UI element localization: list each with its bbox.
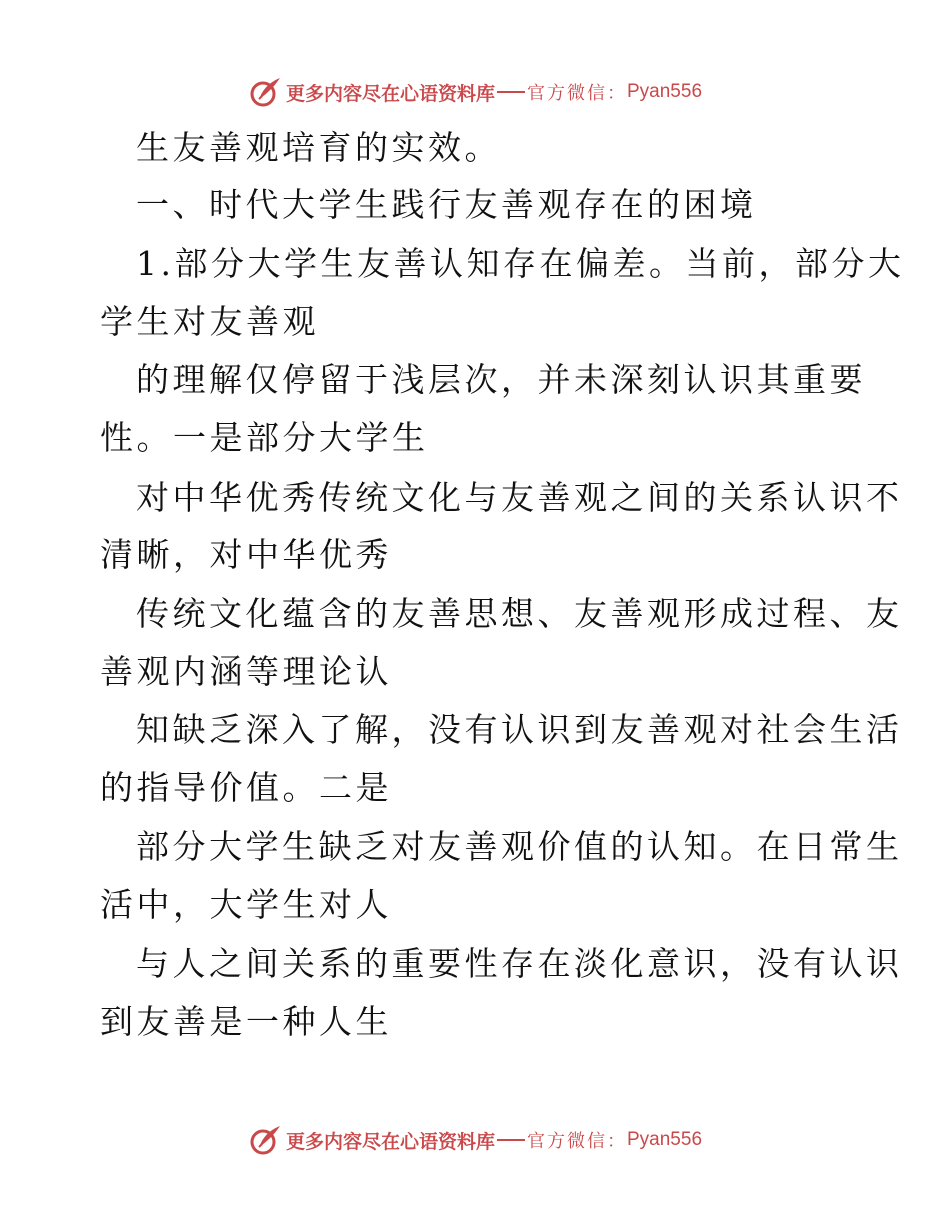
body-line: 性。一是部分大学生 xyxy=(100,418,429,457)
footer-dash xyxy=(497,1139,525,1141)
footer-wechat-label: 官方微信： xyxy=(527,1131,627,1152)
body-line: 的指导价值。二是 xyxy=(100,768,392,807)
body-line: 1.部分大学生友善认知存在偏差。当前，部分大 xyxy=(136,244,905,283)
body-line: 活中，大学生对人 xyxy=(100,885,392,924)
header-wechat-id: Pyan556 xyxy=(627,81,703,102)
footer-brand-text: 更多内容尽在心语资料库 xyxy=(285,1130,495,1153)
body-line: 与人之间关系的重要性存在淡化意识，没有认识 xyxy=(136,944,903,983)
feather-pen-circle-icon xyxy=(248,1123,282,1157)
body-line: 对中华优秀传统文化与友善观之间的关系认识不 xyxy=(136,478,903,517)
body-line: 清晰，对中华优秀 xyxy=(100,535,392,574)
feather-pen-circle-icon xyxy=(248,75,282,109)
body-line: 部分大学生缺乏对友善观价值的认知。在日常生 xyxy=(136,827,903,866)
body-line: 的理解仅停留于浅层次，并未深刻认识其重要 xyxy=(136,360,866,399)
body-line: 学生对友善观 xyxy=(100,302,319,341)
section-heading: 一、时代大学生践行友善观存在的困境 xyxy=(136,185,757,224)
body-line: 善观内涵等理论认 xyxy=(100,652,392,691)
body-line: 到友善是一种人生 xyxy=(100,1002,392,1041)
header-dash xyxy=(497,91,525,93)
footer-banner xyxy=(0,1120,950,1160)
header-wechat-label: 官方微信： xyxy=(527,83,627,104)
body-line: 知缺乏深入了解，没有认识到友善观对社会生活 xyxy=(136,710,903,749)
header-banner xyxy=(0,72,950,112)
footer-wechat-id: Pyan556 xyxy=(627,1129,703,1150)
header-brand-text: 更多内容尽在心语资料库 xyxy=(285,82,495,105)
body-line: 传统文化蕴含的友善思想、友善观形成过程、友 xyxy=(136,594,903,633)
body-line: 生友善观培育的实效。 xyxy=(136,128,501,167)
